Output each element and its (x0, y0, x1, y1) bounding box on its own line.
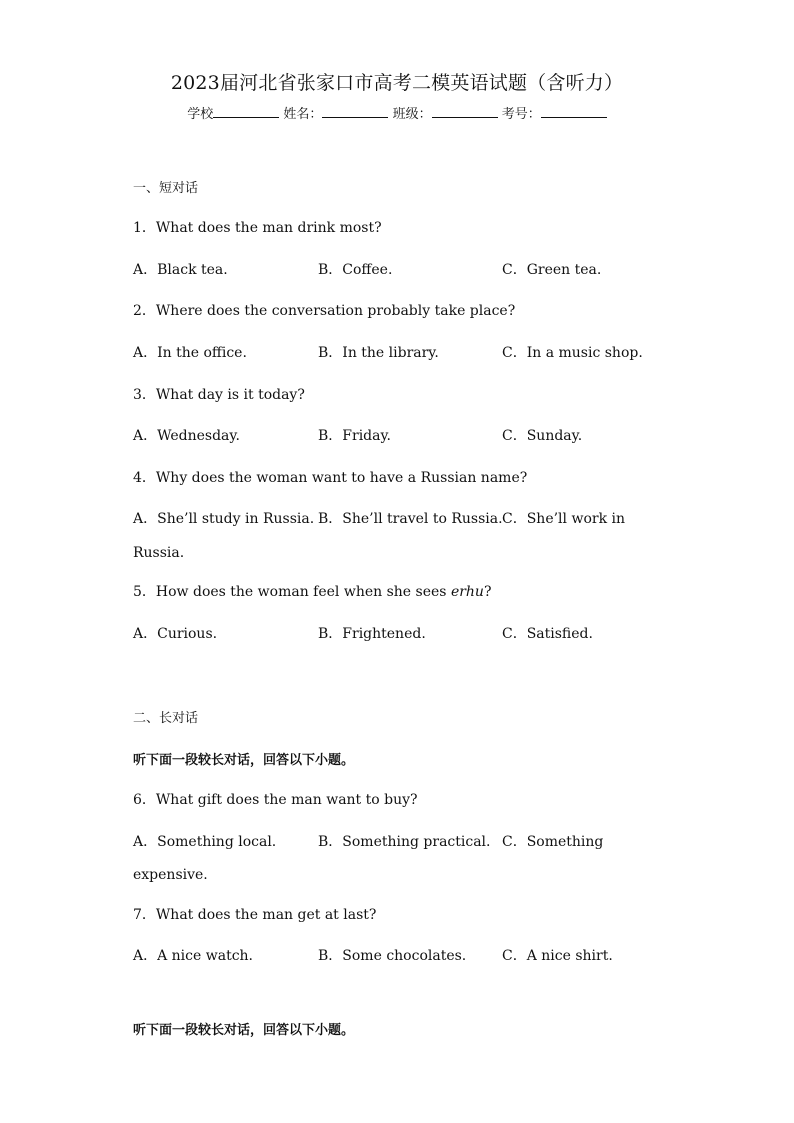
question-5-option-b: B．Frightened. (318, 626, 426, 642)
section-instruction-2: 听下面一段较长对话，回答以下小题。 (133, 1023, 355, 1038)
question-5-stem-text: 5．How does the woman feel when she sees (133, 584, 451, 600)
class-blank (432, 105, 498, 118)
question-1-option-b: B．Coffee. (318, 262, 393, 278)
question-4-option-b: B．She’ll travel to Russia. (318, 511, 503, 527)
school-label: 学校 (187, 107, 214, 122)
section-heading-short-dialogues: 一、短对话 (133, 181, 199, 196)
question-5-stem-italic: erhu (450, 584, 484, 600)
question-2-option-b: B．In the library. (318, 345, 439, 361)
question-7-option-a: A．A nice watch. (133, 948, 254, 964)
question-7-option-c: C．A nice shirt. (502, 948, 613, 964)
question-3-option-c: C．Sunday. (502, 428, 583, 444)
question-2-stem: 2．Where does the conversation probably take place? (133, 303, 516, 319)
question-4-stem: 4．Why does the woman want to have a Russian name? (133, 470, 528, 486)
section-instruction: 听下面一段较长对话，回答以下小题。 (133, 753, 355, 768)
question-3-option-b: B．Friday. (318, 428, 391, 444)
question-4-option-a: A．She’ll study in Russia. (133, 511, 315, 527)
section-heading-long-dialogues: 二、长对话 (133, 711, 199, 726)
question-1-option-c: C．Green tea. (502, 262, 602, 278)
question-3-stem: 3．What day is it today? (133, 387, 305, 403)
student-info-line (0, 103, 794, 122)
question-4-option-c-continued: Russia. (133, 545, 185, 561)
question-6-option-c: C．Something (502, 834, 604, 850)
question-6-option-b: B．Something practical. (318, 834, 491, 850)
question-7-option-b: B．Some chocolates. (318, 948, 467, 964)
exam-number-label: 考号： (501, 107, 541, 122)
question-5-option-a: A．Curious. (133, 626, 218, 642)
class-label: 班级： (392, 107, 432, 122)
question-5-stem-end: ? (483, 584, 492, 600)
page-title: 2023届河北省张家口市高考二模英语试题（含听力） (170, 72, 624, 94)
question-6-option-c-continued: expensive. (133, 867, 208, 883)
question-5-option-c: C．Satisfied. (502, 626, 593, 642)
question-6-option-a: A．Something local. (133, 834, 277, 850)
question-2-option-a: A．In the office. (133, 345, 247, 361)
question-2-option-c: C．In a music shop. (502, 345, 643, 361)
exam-number-blank (541, 105, 607, 118)
school-blank (213, 105, 279, 118)
question-6-stem: 6．What gift does the man want to buy? (133, 792, 418, 808)
question-1-stem: 1．What does the man drink most? (133, 220, 382, 236)
name-blank (322, 105, 388, 118)
question-3-option-a: A．Wednesday. (133, 428, 240, 444)
question-7-stem: 7．What does the man get at last? (133, 907, 377, 923)
question-4-option-c: C．She’ll work in (502, 511, 625, 527)
question-1-option-a: A．Black tea. (133, 262, 228, 278)
name-label: 姓名： (283, 107, 323, 122)
question-5-stem (133, 581, 491, 601)
